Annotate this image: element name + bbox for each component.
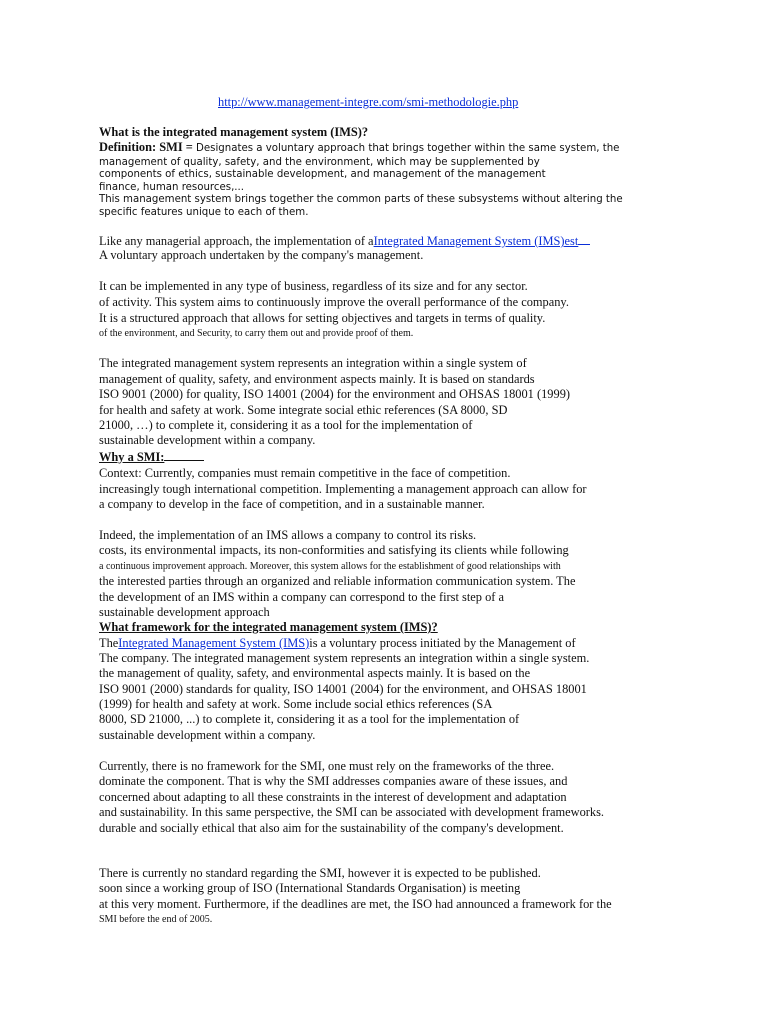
paragraph-line: at this very moment. Furthermore, if the deadlines are met, the ISO had announced a framework for the <box>99 897 612 911</box>
paragraph-line: 8000, SD 21000, ...) to complete it, considering it as a tool for the implementation of <box>99 712 520 726</box>
framework-prefix: The <box>99 636 119 650</box>
link-underline <box>578 233 590 245</box>
definition-line: This management system brings together the common parts of these subsystems without altering the <box>99 194 623 205</box>
paragraph-line: There is currently no standard regarding the SMI, however it is expected to be published. <box>99 866 541 880</box>
definition-line: finance, human resources,... <box>99 182 245 193</box>
definition-label: Definition: SMI = <box>99 140 193 154</box>
framework-heading: What framework for the integrated management system (IMS)? <box>99 620 438 634</box>
paragraph-line: management of quality, safety, and environment aspects mainly. It is based on standards <box>99 372 535 386</box>
ims-link[interactable]: Integrated Management System (IMS) <box>373 234 565 248</box>
page-title: What is the integrated management system (IMS)? <box>99 125 369 139</box>
paragraph-line: and sustainability. In this same perspective, the SMI can be associated with development frameworks. <box>99 805 605 819</box>
heading-underline <box>164 449 204 461</box>
paragraph-line: dominate the component. That is why the SMI addresses companies aware of these issues, and <box>99 774 568 788</box>
why-heading <box>99 449 204 465</box>
paragraph-line: sustainable development within a company. <box>99 728 316 742</box>
paragraph-line: sustainable development within a company. <box>99 433 316 447</box>
framework-line-1 <box>99 636 576 651</box>
intro-prefix: Like any managerial approach, the implementation of a <box>99 234 374 248</box>
paragraph-line: soon since a working group of ISO (International Standards Organisation) is meeting <box>99 881 521 895</box>
definition-line-1 <box>99 140 619 156</box>
paragraph-line: the development of an IMS within a company can correspond to the first step of a <box>99 590 504 604</box>
why-heading-text: Why a SMI: <box>99 450 165 464</box>
paragraph-line: SMI before the end of 2005. <box>99 914 213 925</box>
definition-line: specific features unique to each of them. <box>99 207 309 218</box>
paragraph-line: Indeed, the implementation of an IMS allows a company to control its risks. <box>99 528 477 542</box>
framework-suffix: is a voluntary process initiated by the Management of <box>309 636 576 650</box>
paragraph-line: the management of quality, safety, and environmental aspects mainly. It is based on the <box>99 666 531 680</box>
source-link[interactable]: http://www.management-integre.com/smi-methodologie.php <box>218 95 519 109</box>
paragraph-line: Context: Currently, companies must remain competitive in the face of competition. <box>99 466 511 480</box>
paragraph-line: of activity. This system aims to continuously improve the overall performance of the company. <box>99 295 569 309</box>
intro-suffix: est <box>564 234 579 248</box>
paragraph-line: of the environment, and Security, to carry them out and provide proof of them. <box>99 328 414 339</box>
paragraph-line: ISO 9001 (2000) for quality, ISO 14001 (2004) for the environment and OHSAS 18001 (1999) <box>99 387 571 401</box>
intro-line-2: A voluntary approach undertaken by the company's management. <box>99 248 424 262</box>
paragraph-line: It can be implemented in any type of business, regardless of its size and for any sector. <box>99 279 528 293</box>
paragraph-line: ISO 9001 (2000) standards for quality, ISO 14001 (2004) for the environment, and OHSAS 18001 <box>99 682 587 696</box>
intro-line-1 <box>99 233 590 249</box>
paragraph-line: The integrated management system represents an integration within a single system of <box>99 356 527 370</box>
paragraph-line: the interested parties through an organized and reliable information communication system. The <box>99 574 576 588</box>
definition-line: components of ethics, sustainable development, and management of the management <box>99 169 546 180</box>
ims-link[interactable]: Integrated Management System (IMS) <box>118 636 310 650</box>
paragraph-line: durable and socially ethical that also aim for the sustainability of the company's development. <box>99 821 564 835</box>
paragraph-line: 21000, …) to complete it, considering it as a tool for the implementation of <box>99 418 473 432</box>
paragraph-line: costs, its environmental impacts, its non-conformities and satisfying its clients while following <box>99 543 569 557</box>
paragraph-line: (1999) for health and safety at work. Some include social ethics references (SA <box>99 697 493 711</box>
definition-line: management of quality, safety, and the environment, which may be supplemented by <box>99 157 540 168</box>
paragraph-line: a continuous improvement approach. Moreover, this system allows for the establishment of good relationships with <box>99 561 561 572</box>
paragraph-line: concerned about adapting to all these constraints in the interest of development and adaptation <box>99 790 567 804</box>
paragraph-line: increasingly tough international competition. Implementing a management approach can allow for <box>99 482 587 496</box>
paragraph-line: Currently, there is no framework for the SMI, one must rely on the frameworks of the three. <box>99 759 555 773</box>
paragraph-line: The company. The integrated management system represents an integration within a single system. <box>99 651 590 665</box>
paragraph-line: for health and safety at work. Some integrate social ethic references (SA 8000, SD <box>99 403 508 417</box>
paragraph-line: a company to develop in the face of competition, and in a sustainable manner. <box>99 497 485 511</box>
paragraph-line: sustainable development approach <box>99 605 270 619</box>
paragraph-line: It is a structured approach that allows for setting objectives and targets in terms of quality. <box>99 311 546 325</box>
definition-text: Designates a voluntary approach that brings together within the same system, the <box>192 143 620 154</box>
